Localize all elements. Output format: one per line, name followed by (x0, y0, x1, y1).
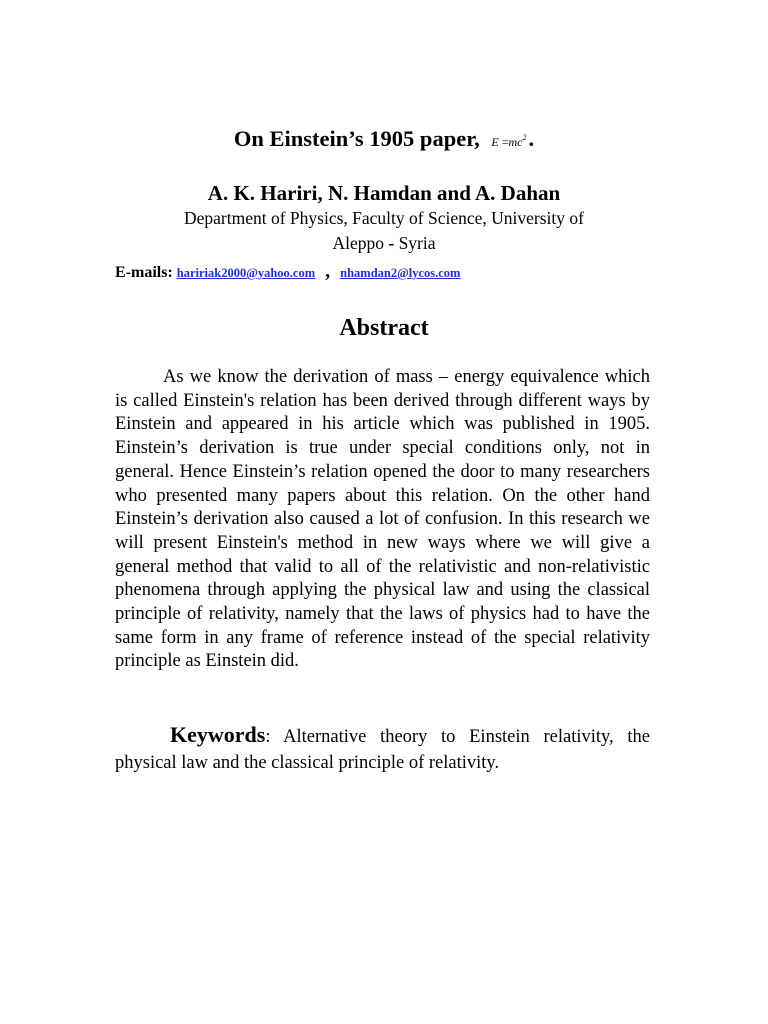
formula-lhs: E (491, 135, 499, 149)
keywords-paragraph (115, 722, 650, 776)
email-line (115, 259, 655, 285)
email-label: E-mails: (115, 264, 173, 281)
title-formula (491, 135, 526, 149)
affiliation-dash: - (388, 233, 395, 253)
author-list: A. K. Hariri, N. Hamdan and A. Dahan (207, 181, 561, 205)
abstract-heading: Abstract (339, 315, 429, 341)
title-text: On Einstein’s 1905 paper, (233, 126, 480, 151)
email-link-hariri[interactable]: haririak2000@yahoo.com (176, 266, 316, 280)
paper-title (0, 122, 768, 158)
email-separator: , (325, 260, 331, 282)
affiliation-country: Syria (398, 233, 436, 253)
formula-equals: = (501, 135, 509, 149)
email-link-hamdan[interactable]: nhamdan2@lycos.com (340, 266, 461, 280)
formula-exponent: 2 (522, 133, 527, 142)
title-end-punct: . (528, 126, 535, 151)
abstract-paragraph: As we know the derivation of mass – energy equivalence which is called Einstein's relation has been derived through different ways by Einstein and appeared in his article which was published in 1905. Einstein’s derivation is true under special conditions only, not in general. Hence Einstein’s relation opened the door to many researchers who presented many papers about this relation. On the other hand Einstein’s derivation also caused a lot of confusion. In this research we will present Einstein's method in new ways where we will give a general method that valid to all of the relativistic and non-relativistic phenomena through applying the physical law and using the classical principle of relativity, namely that the laws of physics had to have the same form in any frame of reference instead of the special relativity principle as Einstein did. (115, 367, 650, 672)
affiliation-city: Aleppo (332, 233, 384, 253)
keywords-text: : Alternative theory to Einstein relativity, the physical law and the classical principle of relativity. (115, 727, 650, 773)
affiliation-line-2 (140, 231, 628, 256)
formula-rhs: mc (508, 135, 523, 149)
affiliation (140, 206, 628, 256)
affiliation-line-1: Department of Physics, Faculty of Science, University of (184, 208, 584, 228)
keywords-label: Keywords (170, 722, 266, 747)
